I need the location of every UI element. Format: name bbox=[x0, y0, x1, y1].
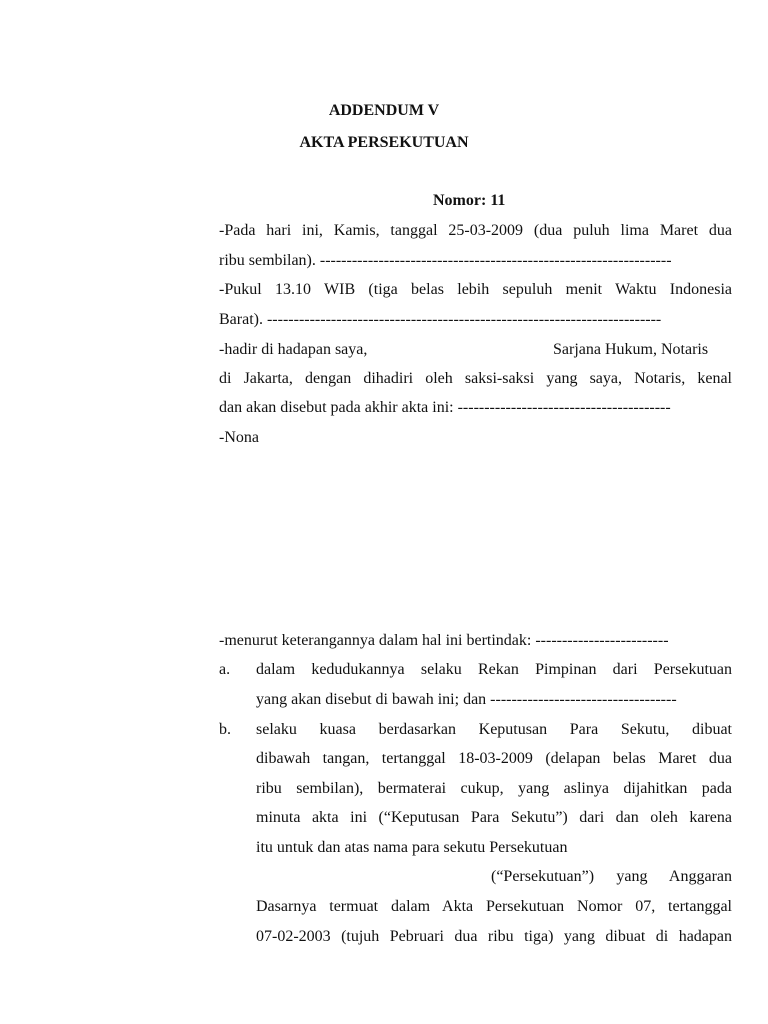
paragraph-line: Sarjana Hukum, Notaris bbox=[553, 341, 709, 358]
paragraph-line: ribu sembilan). ------------------------------------------------------------------ bbox=[219, 252, 672, 269]
paragraph-line: -Nona bbox=[219, 429, 259, 446]
list-item-line: minuta akta ini (“Keputusan Para Sekutu”) dari dan oleh karena bbox=[256, 809, 732, 826]
paragraph-line: -Pukul 13.10 WIB (tiga belas lebih sepuluh menit Waktu Indonesia bbox=[219, 281, 732, 298]
list-item-line: yang akan disebut di bawah ini; dan ----------------------------------- bbox=[256, 691, 677, 708]
list-item-line: 07-02-2003 (tujuh Pebruari dua ribu tiga) yang dibuat di hadapan bbox=[256, 928, 732, 945]
list-item-line: Dasarnya termuat dalam Akta Persekutuan Nomor 07, tertanggal bbox=[256, 898, 732, 915]
list-item-line: dalam kedudukannya selaku Rekan Pimpinan dari Persekutuan bbox=[256, 661, 732, 678]
paragraph-line: dan akan disebut pada akhir akta ini: ---------------------------------------- bbox=[219, 399, 671, 416]
paragraph-line: -menurut keterangannya dalam hal ini bertindak: ------------------------- bbox=[219, 632, 669, 649]
list-marker-a: a. bbox=[219, 661, 231, 678]
list-item-line: itu untuk dan atas nama para sekutu Persekutuan bbox=[256, 839, 568, 856]
paragraph-line: -Pada hari ini, Kamis, tanggal 25-03-2009 (dua puluh lima Maret dua bbox=[219, 222, 732, 239]
document-number: Nomor: 11 bbox=[433, 192, 506, 209]
list-item-line: selaku kuasa berdasarkan Keputusan Para Sekutu, dibuat bbox=[256, 721, 732, 738]
paragraph-line: -hadir di hadapan saya, bbox=[219, 341, 368, 358]
list-item-line: (“Persekutuan”) yang Anggaran bbox=[491, 868, 732, 885]
document-subtitle: AKTA PERSEKUTUAN bbox=[299, 134, 469, 151]
paragraph-line: Barat). -------------------------------------------------------------------------- bbox=[219, 311, 662, 328]
list-item-line: dibawah tangan, tertanggal 18-03-2009 (delapan belas Maret dua bbox=[256, 750, 732, 767]
list-marker-b: b. bbox=[219, 721, 231, 738]
document-title: ADDENDUM V bbox=[328, 102, 440, 119]
list-item-line: ribu sembilan), bermaterai cukup, yang aslinya dijahitkan pada bbox=[256, 780, 732, 797]
paragraph-line: di Jakarta, dengan dihadiri oleh saksi-saksi yang saya, Notaris, kenal bbox=[219, 370, 732, 387]
